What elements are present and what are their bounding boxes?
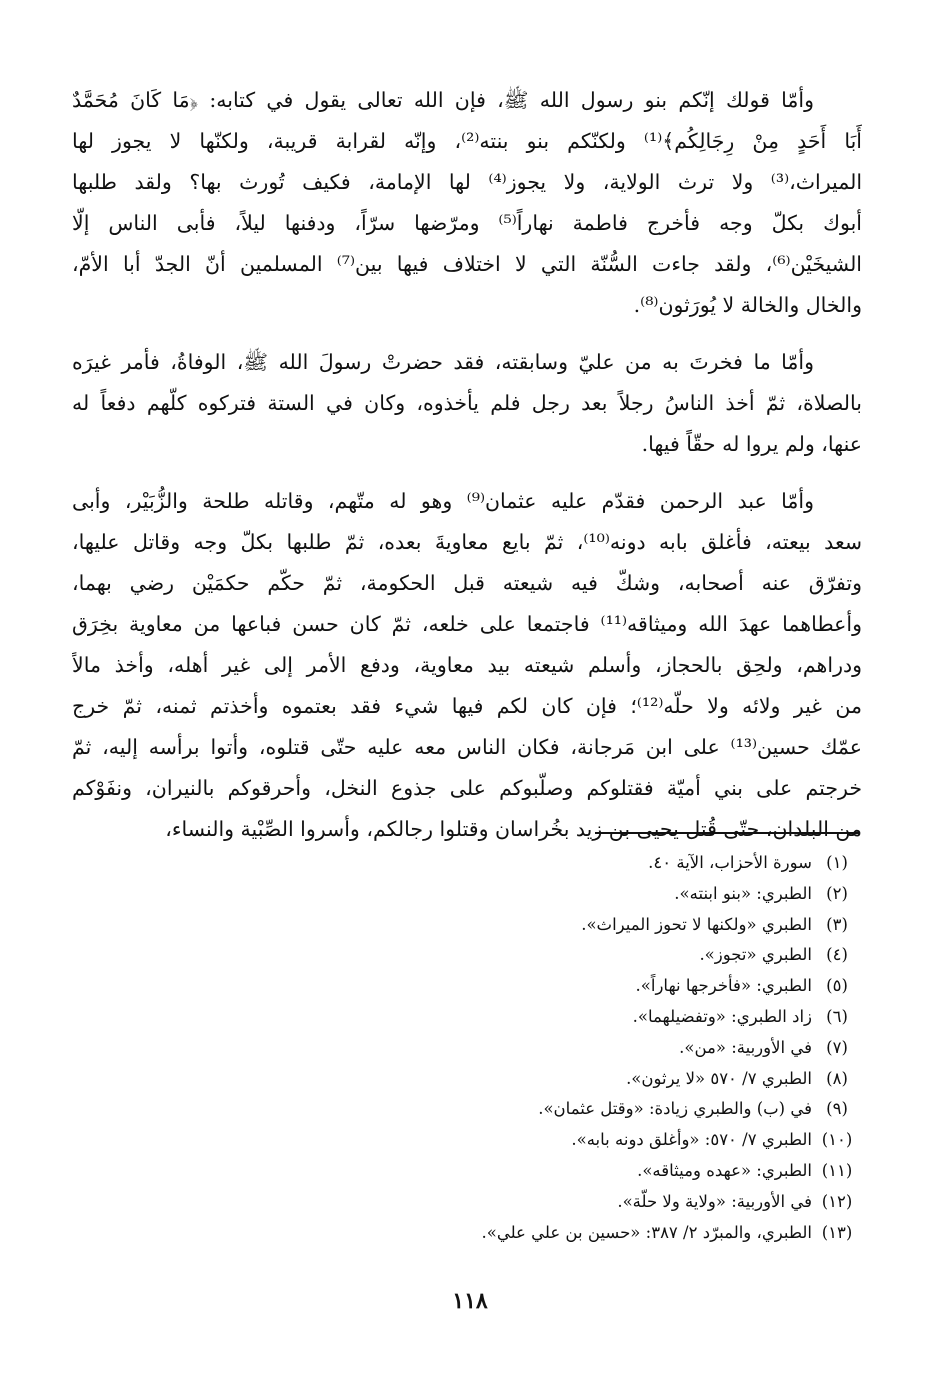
text-line: عمّك حسين⁽¹³⁾ على ابن مَرجانة، فكان الناس معه عليه حتّى قتلوه، وأتوا برأسه إليه، ثمّ bbox=[72, 735, 862, 759]
footnote-number: (٥) bbox=[826, 976, 848, 996]
footnote bbox=[300, 1187, 862, 1218]
footnote-text: سورة الأحزاب، الآية ٤٠. bbox=[648, 853, 812, 872]
footnote bbox=[300, 1064, 862, 1095]
text-line: وأمّا ما فخرتَ به من عليّ وسابقته، فقد حضرتْ رسولَ الله ﷺ، الوفاةُ، فأمر غيرَه bbox=[72, 350, 814, 374]
footnote-text: زاد الطبري: «وتفضيلهما». bbox=[632, 1006, 812, 1026]
paragraph-gap bbox=[72, 465, 862, 481]
footnote bbox=[300, 971, 862, 1002]
footnote bbox=[300, 1218, 862, 1249]
paragraph bbox=[72, 80, 862, 326]
footnote-separator bbox=[595, 832, 860, 834]
text-line: أَبَا أَحَدٍ مِنْ رِجَالِكُم﴾⁽¹⁾ ولكنّكم بنو بنته⁽²⁾، وإنّه لقرابة قريبة، ولكنّها لا يجوز لها bbox=[72, 129, 862, 153]
footnote-number: (٧) bbox=[826, 1037, 848, 1057]
text-line: خرجتم على بني أميّة فقتلوكم وصلّبوكم على جذوع النخل، وأحرقوكم بالنيران، ونفَوْكم bbox=[72, 776, 862, 800]
text-line: وتفرّق عنه أصحابه، وشكّ فيه شيعته قبل الحكومة، ثمّ حكّم حكمَيْن رضي بهما، bbox=[72, 571, 862, 595]
footnote-text: الطبري: «عهده وميثاقه». bbox=[637, 1160, 812, 1180]
footnote-number: (٩) bbox=[826, 1099, 848, 1119]
footnote-text: الطبري ٧/ ٥٧٠ «لا يرثون». bbox=[626, 1068, 812, 1088]
footnotes bbox=[300, 848, 862, 1248]
footnote-number: (٢) bbox=[826, 883, 848, 903]
footnote-number: (١٢) bbox=[821, 1191, 853, 1211]
footnote-number: (١٣) bbox=[821, 1222, 853, 1242]
footnote-text: الطبري ٧/ ٥٧٠: «وأغلق دونه بابه». bbox=[571, 1130, 812, 1150]
text-line: وأمّا عبد الرحمن فقدّم عليه عثمان⁽⁹⁾ وهو له متّهم، وقاتله طلحة والزُّبَيْر، وأبى bbox=[72, 489, 814, 513]
text-line: وأمّا قولك إنّكم بنو رسول الله ﷺ، فإن الله تعالى يقول في كتابه: ﴿مَا كَانَ مُحَمَّدٌ bbox=[72, 88, 814, 112]
footnote-text: الطبري «تجوز». bbox=[699, 945, 812, 965]
paragraph bbox=[72, 481, 862, 850]
footnote bbox=[300, 1002, 862, 1033]
footnote-text: في (ب) والطبري زيادة: «وقتل عثمان». bbox=[538, 1099, 812, 1119]
text-line: الشيخَيْن⁽⁶⁾، ولقد جاءت السُّنّة التي لا اختلاف فيها بين⁽⁷⁾ المسلمين أنّ الجدّ أبا الأمّ، bbox=[72, 252, 862, 276]
text-line: بالصلاة، ثمّ أخذ الناسُ رجلاً بعد رجل فلم يأخذوه، وكان في الستة فتركوه كلّهم دفعاً له bbox=[72, 391, 862, 415]
page-number: ١١٨ bbox=[452, 1288, 488, 1314]
footnote-number: (٤) bbox=[826, 945, 848, 965]
paragraph-gap bbox=[72, 326, 862, 342]
footnote-number: (٦) bbox=[826, 1006, 848, 1026]
footnote bbox=[300, 940, 862, 971]
text-line: من البلدان، حتّى قُتل يحيى بن زيد بخُراسان وقتلوا رجالكم، وأسروا الصِّبْية والنساء، bbox=[165, 817, 862, 841]
text-line: الميراث،⁽³⁾ ولا ترث الولاية، ولا يجوز⁽⁴⁾ لها الإمامة، فكيف تُورث بها؟ ولقد طلبها bbox=[72, 170, 862, 194]
footnote-number: (١) bbox=[826, 853, 848, 872]
footnote-text: الطبري، والمبرّد ٢/ ٣٨٧: «حسين بن علي علي». bbox=[481, 1222, 812, 1242]
footnote bbox=[300, 1125, 862, 1156]
text-line: ودراهم، ولحِق بالحجاز، وأسلم شيعته بيد معاوية، ودفع الأمر إلى غير أهله، وأخذ مالاً bbox=[72, 653, 862, 677]
text-line: وأعطاهما عهدَ الله وميثاقه⁽¹¹⁾ فاجتمعا على خلعه، ثمّ كان حسن فباعها من معاوية بخِرَق bbox=[72, 612, 862, 636]
footnote-number: (١١) bbox=[821, 1160, 853, 1180]
text-line: من غير ولائه ولا حلّه⁽¹²⁾؛ فإن كان لكم فيها شيء فقد بعتموه وأخذتم ثمنه، ثمّ خرج bbox=[72, 694, 862, 718]
footnote-text: الطبري «ولكنها لا تحوز الميراث». bbox=[581, 914, 812, 934]
footnote-number: (١٠) bbox=[821, 1130, 853, 1150]
text-line: سعد بيعته، فأغلق بابه دونه⁽¹⁰⁾، ثمّ بايع معاويةَ بعده، ثمّ طلبها بكلّ وجه وقاتل عليها، bbox=[72, 530, 862, 554]
paragraph bbox=[72, 342, 862, 465]
footnote-text: الطبري: «فأخرجها نهاراً». bbox=[635, 976, 812, 996]
footnote-number: (٣) bbox=[826, 914, 848, 934]
footnote bbox=[300, 1156, 862, 1187]
footnote-text: الطبري: «بنو ابنته». bbox=[674, 883, 812, 903]
footnote-text: في الأوربية: «من». bbox=[679, 1037, 812, 1057]
footnote bbox=[300, 879, 862, 910]
text-line: والخال والخالة لا يُورَثون⁽⁸⁾. bbox=[633, 293, 862, 317]
footnote bbox=[300, 910, 862, 941]
footnote-text: في الأوربية: «ولاية ولا حلّة». bbox=[617, 1191, 812, 1211]
footnote bbox=[300, 1094, 862, 1125]
footnote bbox=[300, 848, 862, 879]
text-line: عنها، ولم يروا له حقّاً فيها. bbox=[641, 432, 862, 456]
footnote-number: (٨) bbox=[826, 1068, 848, 1088]
footnote bbox=[300, 1033, 862, 1064]
main-text bbox=[72, 80, 862, 850]
text-line: أبوك بكلّ وجه فأخرج فاطمة نهاراً⁽⁵⁾ ومرّضها سرّاً، ودفنها ليلاً، فأبى الناس إلّا bbox=[72, 211, 862, 235]
